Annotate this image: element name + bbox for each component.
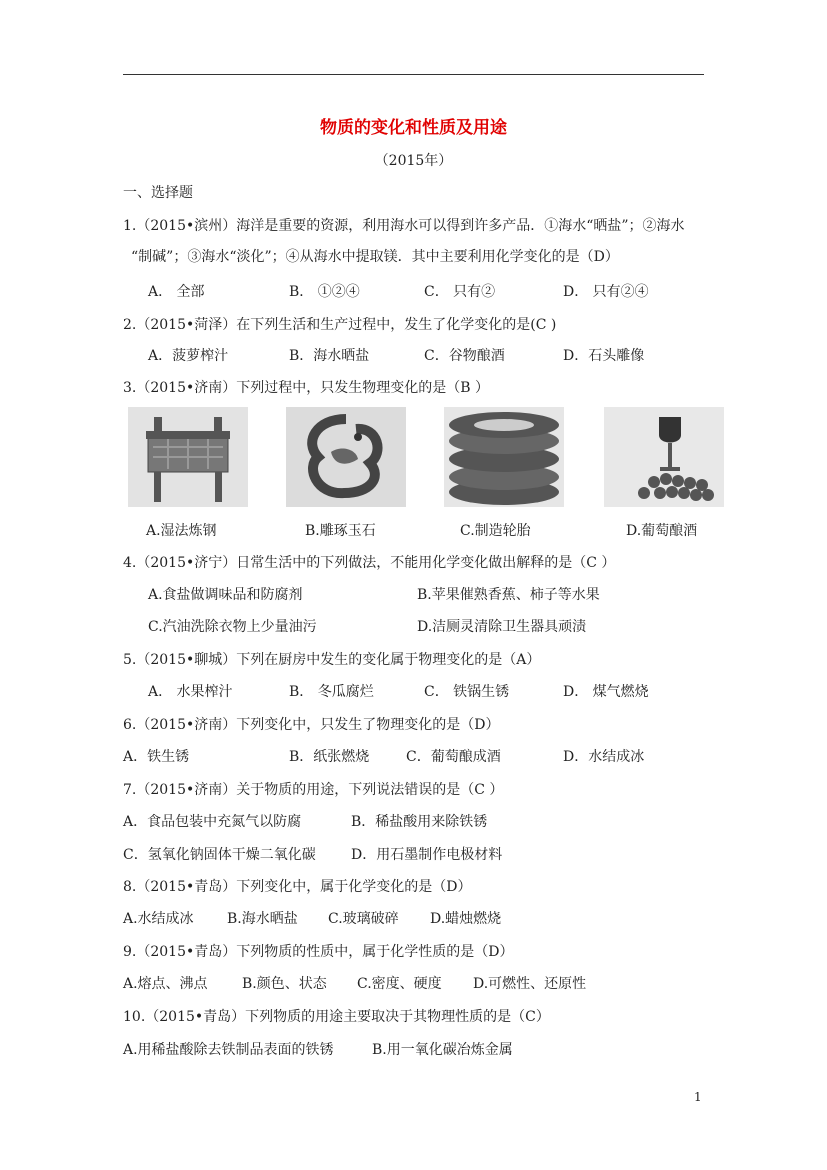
question-10: 10.（2015•青岛）下列物质的用途主要取决于其物理性质的是（C） <box>123 1009 550 1025</box>
section-heading: 一、选择题 <box>123 185 193 201</box>
q5-option-c: C． 铁锅生锈 <box>424 684 510 700</box>
q8-option-b: B.海水晒盐 <box>227 911 298 927</box>
q2-option-a: A．菠萝榨汁 <box>148 348 229 364</box>
q4-option-c: C.汽油洗除衣物上少量油污 <box>148 619 317 635</box>
grapes-wine-image <box>604 407 724 507</box>
q3-caption-b: B.雕琢玉石 <box>305 523 376 539</box>
q9-option-a: A.熔点、沸点 <box>123 976 208 992</box>
q5-option-d: D． 煤气燃烧 <box>563 684 649 700</box>
question-6: 6.（2015•济南）下列变化中，只发生了物理变化的是（D） <box>123 717 500 733</box>
q1-option-c: C． 只有② <box>424 284 496 300</box>
q6-option-b: B．纸张燃烧 <box>289 749 370 765</box>
q8-option-c: C.玻璃破碎 <box>328 911 399 927</box>
q2-option-d: D．石头雕像 <box>563 348 645 364</box>
question-7: 7.（2015•济南）关于物质的用途，下列说法错误的是（C ） <box>123 782 504 798</box>
q9-option-c: C.密度、硬度 <box>357 976 442 992</box>
q7-option-b: B．稀盐酸用来除铁锈 <box>351 814 488 830</box>
q5-option-b: B． 冬瓜腐烂 <box>289 684 374 700</box>
q7-option-c: C．氢氧化钠固体干燥二氧化碳 <box>123 847 316 863</box>
question-3: 3.（2015•济南）下列过程中，只发生物理变化的是（B ） <box>123 380 489 396</box>
q1-option-a: A． 全部 <box>148 284 205 300</box>
question-8: 8.（2015•青岛）下列变化中，属于化学变化的是（D） <box>123 879 472 895</box>
q3-caption-a: A.湿法炼钢 <box>146 523 217 539</box>
q6-option-c: C．葡萄酿成酒 <box>406 749 501 765</box>
q10-option-a: A.用稀盐酸除去铁制品表面的铁锈 <box>123 1042 334 1058</box>
q4-option-a: A.食盐做调味品和防腐剂 <box>148 587 303 603</box>
q4-option-b: B.苹果催熟香蕉、柿子等水果 <box>417 587 600 603</box>
q3-caption-c: C.制造轮胎 <box>460 523 531 539</box>
q8-option-d: D.蜡烛燃烧 <box>430 911 502 927</box>
q8-option-a: A.水结成冰 <box>123 911 194 927</box>
header-rule <box>123 74 704 75</box>
q9-option-b: B.颜色、状态 <box>242 976 327 992</box>
q4-option-d: D.洁厕灵清除卫生器具顽渍 <box>417 619 587 635</box>
question-2: 2.（2015•菏泽）在下列生活和生产过程中，发生了化学变化的是(C ) <box>123 317 557 333</box>
q6-option-d: D．水结成冰 <box>563 749 645 765</box>
question-5: 5.（2015•聊城）下列在厨房中发生的变化属于物理变化的是（A） <box>123 652 541 668</box>
question-1-line-1: 1.（2015•滨州）海洋是重要的资源，利用海水可以得到许多产品．①海水“晒盐”；②海水 <box>123 218 685 234</box>
page-number: 1 <box>694 1090 702 1104</box>
bronze-ding-image <box>128 407 248 507</box>
question-9: 9.（2015•青岛）下列物质的性质中，属于化学性质的是（D） <box>123 944 514 960</box>
q7-option-a: A．食品包装中充氮气以防腐 <box>123 814 302 830</box>
q1-option-b: B． ①②④ <box>289 284 360 300</box>
tires-image <box>444 407 564 507</box>
q5-option-a: A． 水果榨汁 <box>148 684 233 700</box>
q2-option-b: B．海水晒盐 <box>289 348 370 364</box>
q6-option-a: A．铁生锈 <box>123 749 190 765</box>
q10-option-b: B.用一氧化碳冶炼金属 <box>372 1042 513 1058</box>
question-4: 4.（2015•济宁）日常生活中的下列做法，不能用化学变化做出解释的是（C ） <box>123 555 616 571</box>
q9-option-d: D.可燃性、还原性 <box>473 976 587 992</box>
question-1-line-2: “制碱”；③海水“淡化”；④从海水中提取镁．其中主要利用化学变化的是（D） <box>131 249 619 265</box>
q1-option-d: D． 只有②④ <box>563 284 649 300</box>
q7-option-d: D．用石墨制作电极材料 <box>351 847 503 863</box>
q2-option-c: C．谷物酿酒 <box>424 348 505 364</box>
year-label: （2015年） <box>374 153 453 169</box>
page-title: 物质的变化和性质及用途 <box>320 118 507 138</box>
q3-caption-d: D.葡萄酿酒 <box>626 523 698 539</box>
jade-carving-image <box>286 407 406 507</box>
